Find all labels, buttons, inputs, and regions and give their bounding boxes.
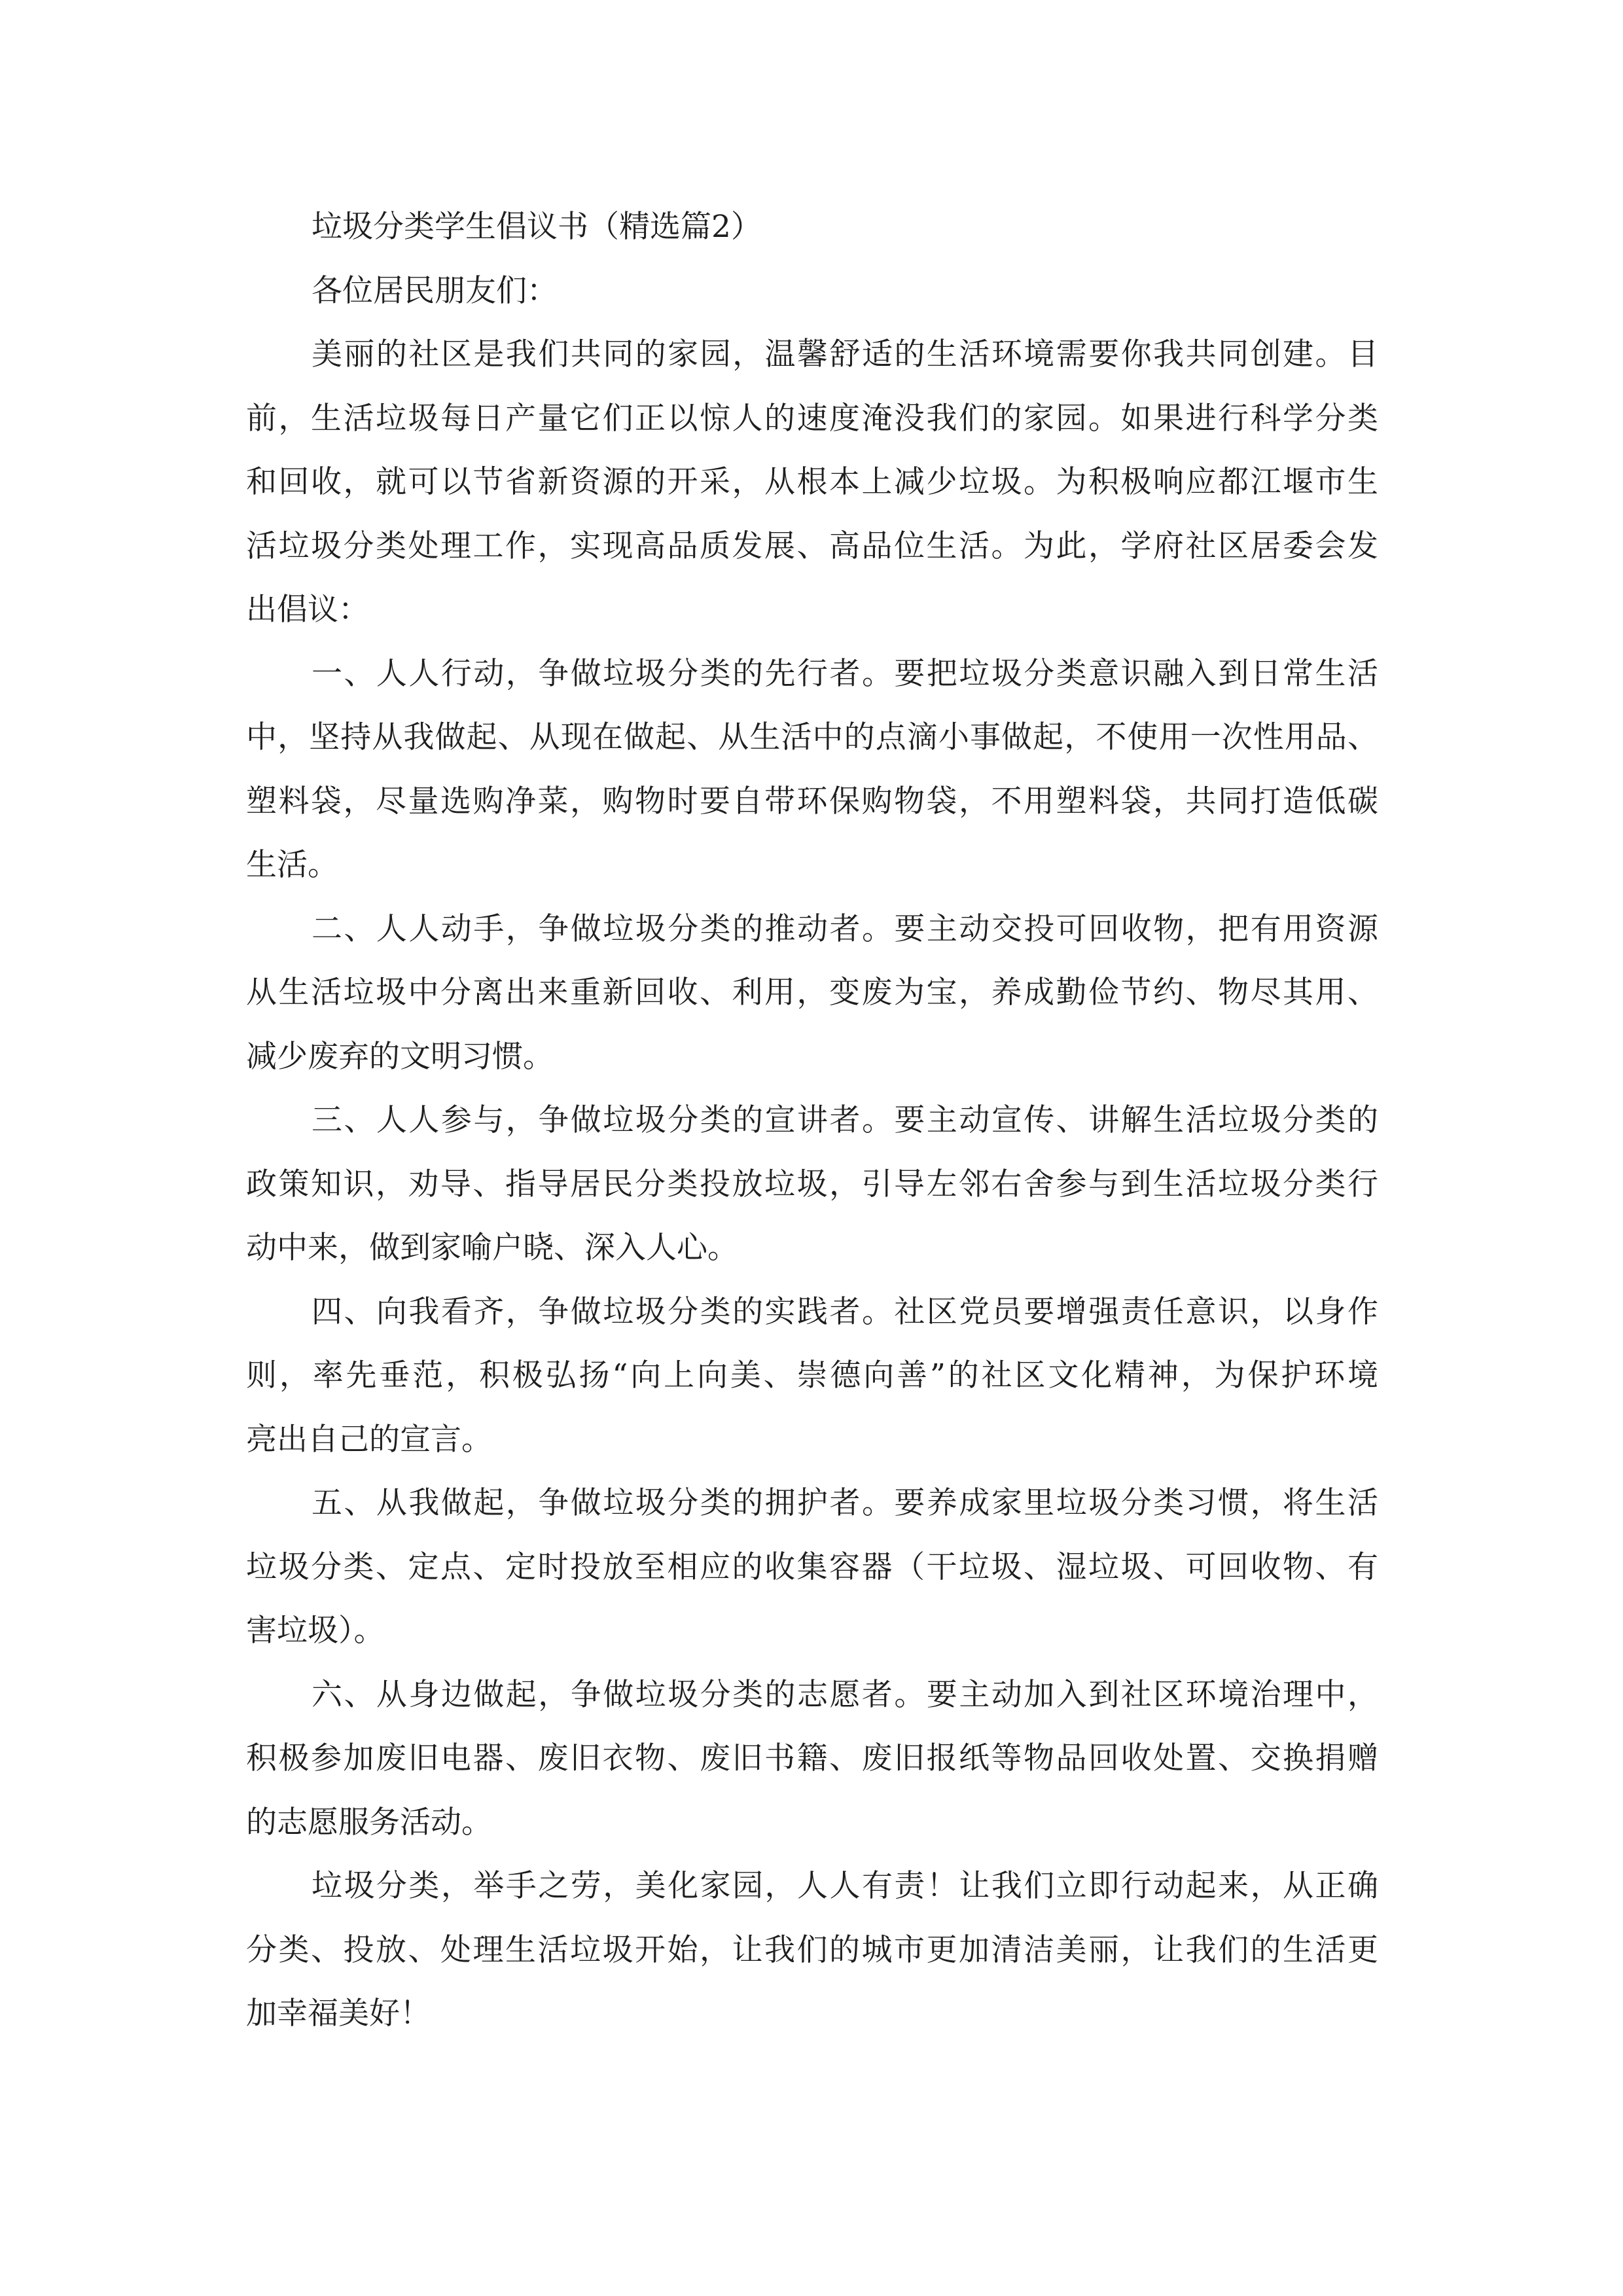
greeting: 各位居民朋友们：: [312, 272, 558, 309]
document-title: 垃圾分类学生倡议书（精选篇2）: [312, 209, 762, 245]
paragraph-line: 减少废弃的文明习惯。: [246, 1038, 554, 1075]
paragraph-line: 出倡议：: [246, 592, 369, 628]
paragraph: [246, 897, 1378, 1089]
paragraph-line: 前，生活垃圾每日产量它们正以惊人的速度淹没我们的家园。如果进行科学分类: [246, 400, 1378, 437]
paragraph: [246, 1663, 1378, 1855]
paragraph-line: 六、从身边做起，争做垃圾分类的志愿者。要主动加入到社区环境治理中，: [312, 1676, 1378, 1713]
paragraph-line: 积极参加废旧电器、废旧衣物、废旧书籍、废旧报纸等物品回收处置、交换捐赠: [246, 1740, 1378, 1776]
paragraph-line: 害垃圾）。: [246, 1613, 385, 1649]
paragraph: [246, 1280, 1378, 1472]
paragraph-line: 四、向我看齐，争做垃圾分类的实践者。社区党员要增强责任意识，以身作: [312, 1293, 1378, 1330]
paragraph-line: 垃圾分类，举手之劳，美化家园，人人有责！让我们立即行动起来，从正确: [312, 1868, 1378, 1904]
paragraph-line: 活垃圾分类处理工作，实现高品质发展、高品位生活。为此，学府社区居委会发: [246, 528, 1378, 564]
paragraph-line: 的志愿服务活动。: [246, 1804, 492, 1840]
paragraph-line: 生活。: [246, 847, 338, 883]
paragraph-line: 三、人人参与，争做垃圾分类的宣讲者。要主动宣传、讲解生活垃圾分类的: [312, 1102, 1378, 1138]
paragraph-line: 动中来，做到家喻户晓、深入人心。: [246, 1230, 738, 1266]
paragraph-line: 塑料袋，尽量选购净菜，购物时要自带环保购物袋，不用塑料袋，共同打造低碳: [246, 783, 1378, 819]
paragraph-line: 政策知识，劝导、指导居民分类投放垃圾，引导左邻右舍参与到生活垃圾分类行: [246, 1166, 1378, 1202]
document-body: [246, 195, 1378, 2046]
paragraph-line: 从生活垃圾中分离出来重新回收、利用，变废为宝，养成勤俭节约、物尽其用、: [246, 975, 1378, 1011]
paragraph-line: 和回收，就可以节省新资源的开采，从根本上减少垃圾。为积极响应都江堰市生: [246, 464, 1378, 500]
paragraph: [246, 323, 1378, 642]
paragraph-line: 美丽的社区是我们共同的家园，温馨舒适的生活环境需要你我共同创建。目: [312, 336, 1378, 372]
paragraph-line: 分类、投放、处理生活垃圾开始，让我们的城市更加清洁美丽，让我们的生活更: [246, 1931, 1378, 1968]
paragraph: [246, 1471, 1378, 1663]
paragraph-line: 亮出自己的宣言。: [246, 1421, 492, 1458]
paragraph-line: 中，坚持从我做起、从现在做起、从生活中的点滴小事做起，不使用一次性用品、: [246, 719, 1378, 755]
paragraph: [246, 642, 1378, 897]
paragraph-line: 二、人人动手，争做垃圾分类的推动者。要主动交投可回收物，把有用资源: [312, 910, 1378, 947]
paragraph: [246, 1854, 1378, 2046]
paragraph-line: 则，率先垂范，积极弘扬“向上向美、崇德向善”的社区文化精神，为保护环境: [246, 1357, 1378, 1393]
paragraph-line: 五、从我做起，争做垃圾分类的拥护者。要养成家里垃圾分类习惯，将生活: [312, 1485, 1378, 1521]
paragraph-line: 垃圾分类、定点、定时投放至相应的收集容器（干垃圾、湿垃圾、可回收物、有: [246, 1549, 1378, 1585]
paragraph-line: 一、人人行动，争做垃圾分类的先行者。要把垃圾分类意识融入到日常生活: [312, 655, 1378, 692]
paragraph: [246, 1088, 1378, 1280]
paragraph-list: [246, 323, 1378, 2046]
paragraph-line: 加幸福美好！: [246, 1996, 431, 2032]
